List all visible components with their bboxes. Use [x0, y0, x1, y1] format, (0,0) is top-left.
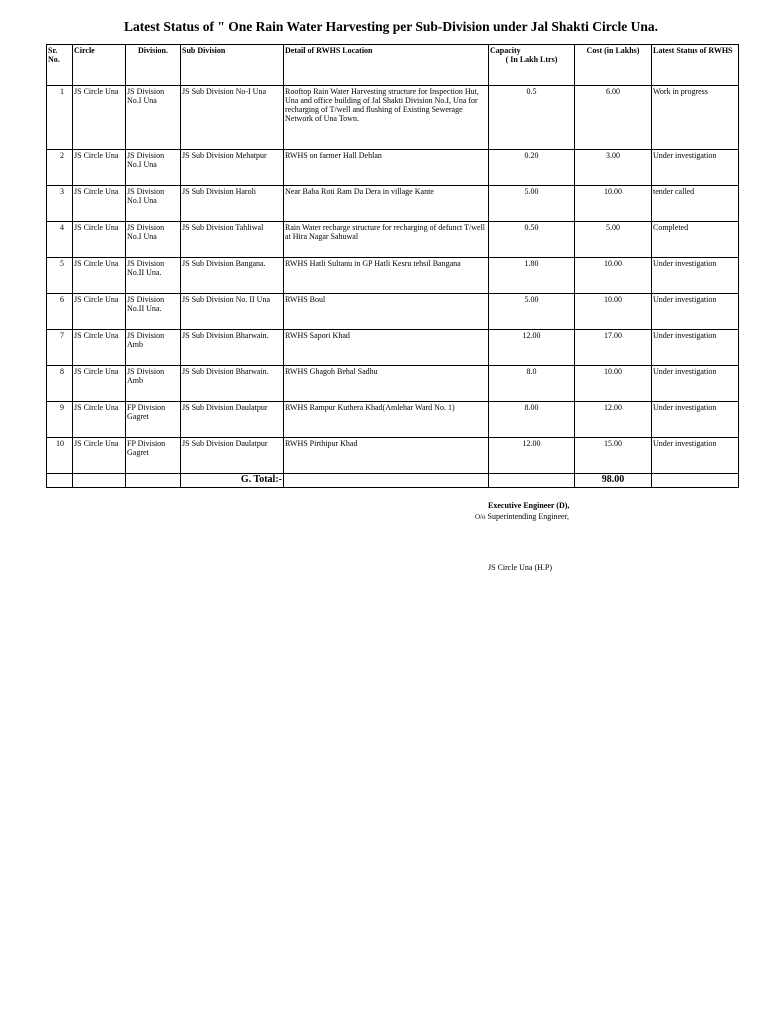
- total-label: G. Total:-: [181, 474, 284, 488]
- cell-division: FP Division Gagret: [126, 402, 181, 438]
- cell-sr-no: 6: [47, 294, 73, 330]
- cell-sub-division: JS Sub Division Daulatpur: [181, 438, 284, 474]
- table-row: [47, 366, 739, 402]
- cell-detail: RWHS Sapori Khad: [284, 330, 489, 366]
- cell-capacity: 5.00: [489, 294, 575, 330]
- signature-circle: JS Circle Una (H.P): [488, 563, 552, 572]
- cell-division: JS Division No.II Una.: [126, 294, 181, 330]
- cell-cost: 15.00: [575, 438, 652, 474]
- cell-circle: JS Circle Una: [73, 402, 126, 438]
- cell-detail: RWHS Ghagoh Behal Sadhu: [284, 366, 489, 402]
- signature-office-line: [475, 512, 569, 521]
- cell-division: FP Division Gagret: [126, 438, 181, 474]
- table-row: [47, 222, 739, 258]
- cell-detail: RWHS Hatli Sultanu in GP Hatli Kesru tehsil Bangana: [284, 258, 489, 294]
- cell-circle: JS Circle Una: [73, 330, 126, 366]
- total-empty-sr: [47, 474, 73, 488]
- cell-capacity: 0.5: [489, 86, 575, 150]
- cell-status: Under investigation: [652, 258, 739, 294]
- cell-status: Under investigation: [652, 438, 739, 474]
- total-row: [47, 474, 739, 488]
- cell-cost: 6.00: [575, 86, 652, 150]
- cell-sr-no: 1: [47, 86, 73, 150]
- cell-division: JS Division No.I Una: [126, 186, 181, 222]
- header-circle: Circle: [73, 45, 126, 86]
- table-row: [47, 150, 739, 186]
- cell-capacity: 1.80: [489, 258, 575, 294]
- cell-detail: RWHS Rampur Kuthera Khad(Amlehar Ward No. 1): [284, 402, 489, 438]
- cell-cost: 3.00: [575, 150, 652, 186]
- cell-status: Completed: [652, 222, 739, 258]
- header-detail: Detail of RWHS Location: [284, 45, 489, 86]
- cell-sr-no: 8: [47, 366, 73, 402]
- header-sr-no: Sr. No.: [47, 45, 73, 86]
- cell-capacity: 0.20: [489, 150, 575, 186]
- cell-sr-no: 7: [47, 330, 73, 366]
- header-cost: Cost (in Lakhs): [575, 45, 652, 86]
- cell-detail: Rain Water recharge structure for recharging of defunct T/well at Hira Nagar Sahuwal: [284, 222, 489, 258]
- cell-status: Work in progress: [652, 86, 739, 150]
- cell-detail: RWHS Boul: [284, 294, 489, 330]
- cell-detail: Rooftop Rain Water Harvesting structure for Inspection Hut, Una and office building of Jal Shakti Division No.I, Una for recharging of T/well and flushing of Existing Sewerage Network of Una Town.: [284, 86, 489, 150]
- header-sub-division: Sub Division: [181, 45, 284, 86]
- cell-circle: JS Circle Una: [73, 150, 126, 186]
- table-row: [47, 402, 739, 438]
- cell-capacity: 8.0: [489, 366, 575, 402]
- cell-status: Under investigation: [652, 402, 739, 438]
- table-row: [47, 294, 739, 330]
- cell-sub-division: JS Sub Division No. II Una: [181, 294, 284, 330]
- cell-capacity: 12.00: [489, 438, 575, 474]
- cell-status: tender called: [652, 186, 739, 222]
- cell-division: JS Division Amb: [126, 366, 181, 402]
- header-division: Division.: [126, 45, 181, 86]
- cell-cost: 10.00: [575, 258, 652, 294]
- cell-sub-division: JS Sub Division Haroli: [181, 186, 284, 222]
- cell-sub-division: JS Sub Division Bangana.: [181, 258, 284, 294]
- cell-sub-division: JS Sub Division Mehatpur: [181, 150, 284, 186]
- cell-sr-no: 4: [47, 222, 73, 258]
- header-capacity-unit: ( In Lakh Ltrs): [505, 55, 558, 64]
- cell-division: JS Division Amb: [126, 330, 181, 366]
- header-capacity: [489, 45, 575, 86]
- cell-sr-no: 9: [47, 402, 73, 438]
- total-empty-capacity: [489, 474, 575, 488]
- total-cost: 98.00: [575, 474, 652, 488]
- cell-detail: RWHS Pirthipur Khad: [284, 438, 489, 474]
- document-title: Latest Status of " One Rain Water Harvesting per Sub-Division under Jal Shakti Circle Una.: [124, 19, 658, 34]
- cell-cost: 12.00: [575, 402, 652, 438]
- cell-division: JS Division No.I Una: [126, 86, 181, 150]
- cell-division: JS Division No.I Una: [126, 150, 181, 186]
- cell-circle: JS Circle Una: [73, 366, 126, 402]
- cell-circle: JS Circle Una: [73, 294, 126, 330]
- cell-status: Under investigation: [652, 294, 739, 330]
- total-empty-status: [652, 474, 739, 488]
- cell-cost: 10.00: [575, 294, 652, 330]
- cell-capacity: 12.00: [489, 330, 575, 366]
- cell-circle: JS Circle Una: [73, 86, 126, 150]
- cell-sub-division: JS Sub Division Bharwain.: [181, 330, 284, 366]
- header-capacity-label: Capacity: [490, 46, 521, 55]
- cell-circle: JS Circle Una: [73, 186, 126, 222]
- cell-sr-no: 5: [47, 258, 73, 294]
- cell-circle: JS Circle Una: [73, 222, 126, 258]
- total-empty-circle: [73, 474, 126, 488]
- table-row: [47, 330, 739, 366]
- cell-cost: 10.00: [575, 366, 652, 402]
- cell-sr-no: 2: [47, 150, 73, 186]
- table-row: [47, 186, 739, 222]
- cell-cost: 10.00: [575, 186, 652, 222]
- cell-sr-no: 10: [47, 438, 73, 474]
- cell-status: Under investigation: [652, 330, 739, 366]
- cell-sub-division: JS Sub Division No-I Una: [181, 86, 284, 150]
- signature-oo-prefix: O/o: [475, 513, 486, 521]
- cell-capacity: 0.50: [489, 222, 575, 258]
- cell-sub-division: JS Sub Division Bharwain.: [181, 366, 284, 402]
- rwhs-status-table: [46, 44, 739, 488]
- cell-cost: 5.00: [575, 222, 652, 258]
- cell-sr-no: 3: [47, 186, 73, 222]
- table-row: [47, 258, 739, 294]
- signature-office: Superintending Engineer,: [487, 512, 569, 521]
- cell-sub-division: JS Sub Division Daulatpur: [181, 402, 284, 438]
- cell-detail: RWHS on farmer Hall Dehlan: [284, 150, 489, 186]
- cell-capacity: 5.00: [489, 186, 575, 222]
- cell-status: Under investigation: [652, 150, 739, 186]
- cell-detail: Near Baba Roti Ram Da Dera in village Kante: [284, 186, 489, 222]
- total-empty-division: [126, 474, 181, 488]
- table-row: [47, 86, 739, 150]
- cell-sub-division: JS Sub Division Tahliwal: [181, 222, 284, 258]
- table-row: [47, 438, 739, 474]
- cell-division: JS Division No.II Una.: [126, 258, 181, 294]
- total-empty-detail: [284, 474, 489, 488]
- cell-status: Under investigation: [652, 366, 739, 402]
- cell-circle: JS Circle Una: [73, 258, 126, 294]
- cell-capacity: 8.00: [489, 402, 575, 438]
- cell-cost: 17.00: [575, 330, 652, 366]
- table-header-row: [47, 45, 739, 86]
- cell-circle: JS Circle Una: [73, 438, 126, 474]
- cell-division: JS Division No.I Una: [126, 222, 181, 258]
- signature-designation: Executive Engineer (D),: [488, 501, 570, 510]
- header-status: Latest Status of RWHS: [652, 45, 739, 86]
